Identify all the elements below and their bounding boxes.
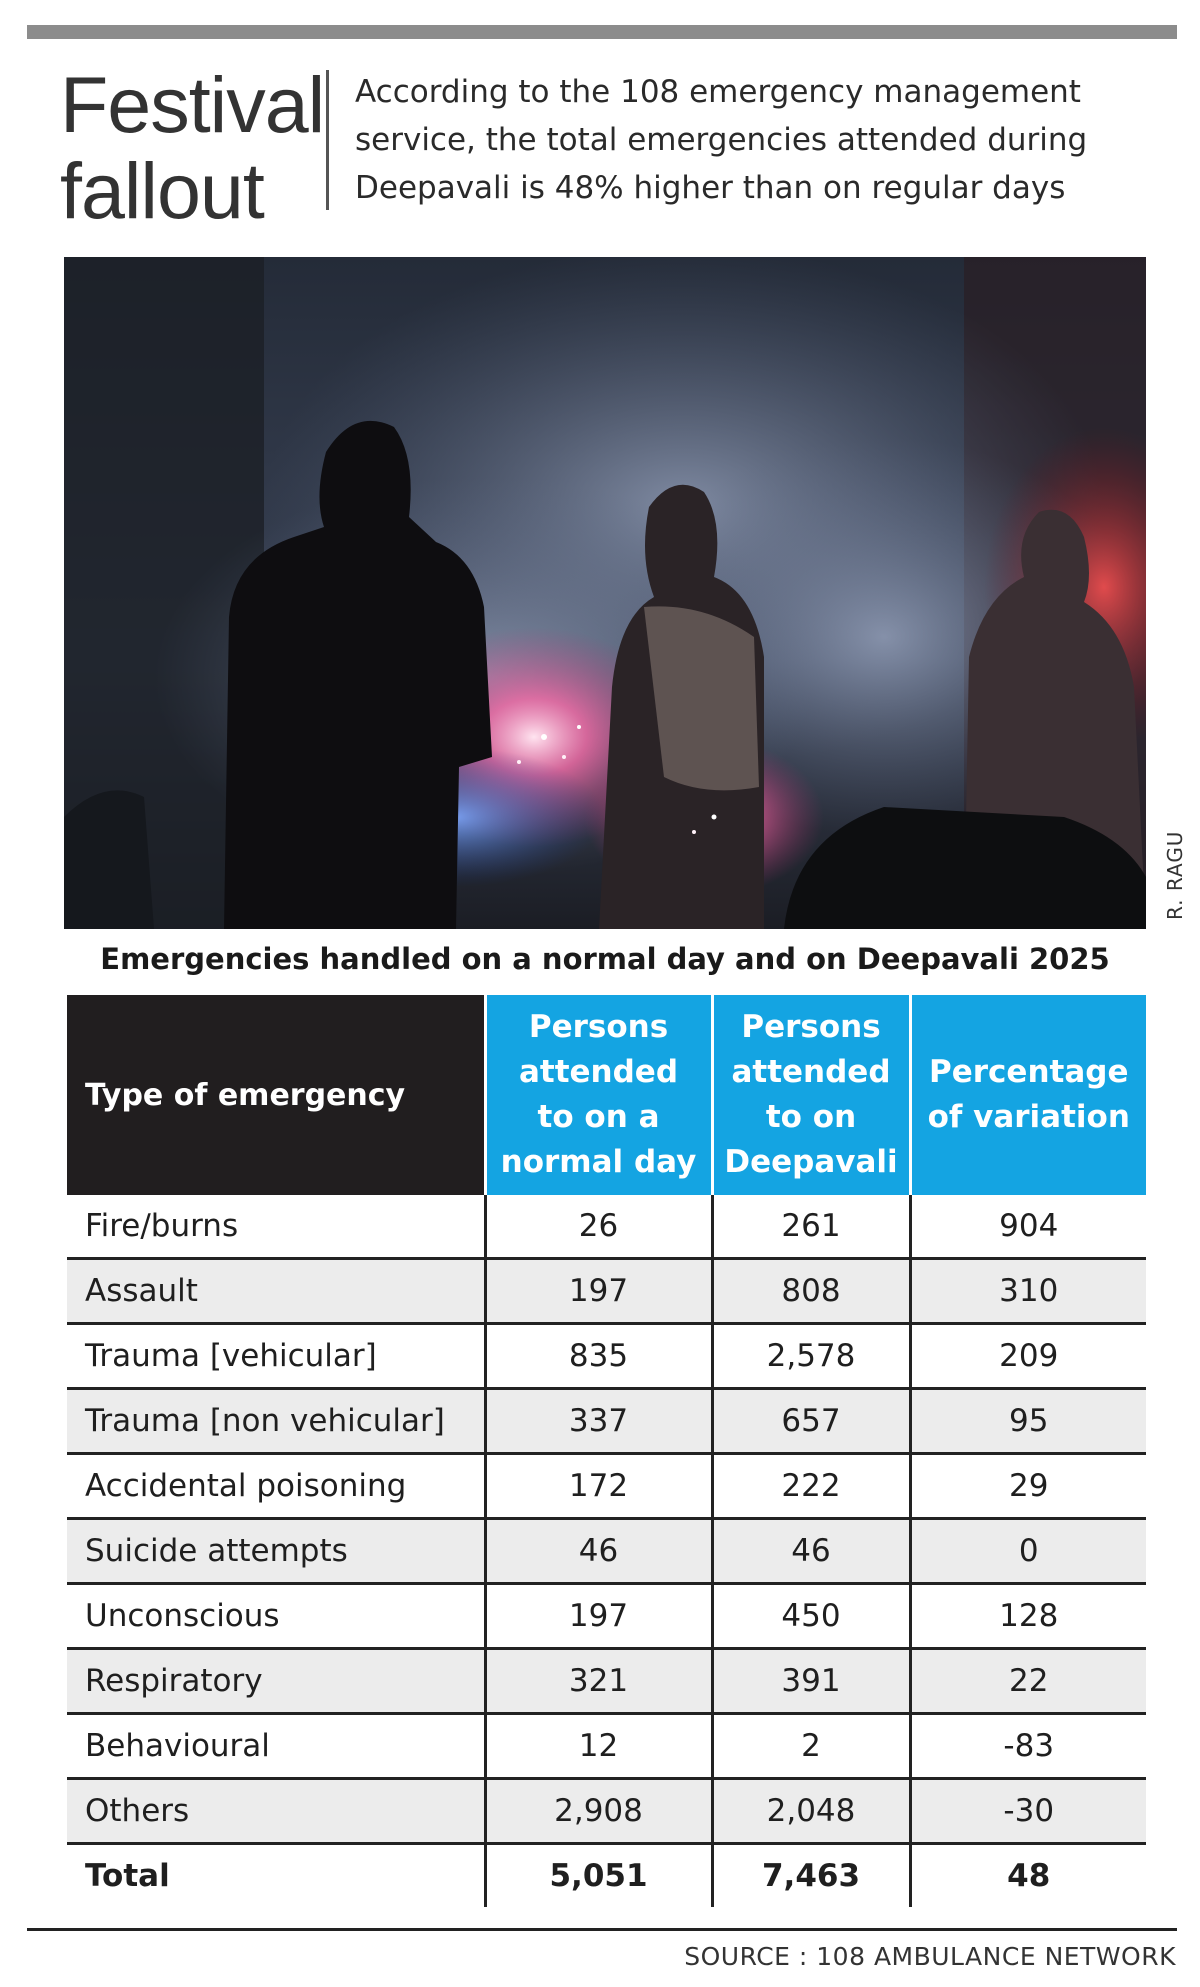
- cell-normal: 26: [485, 1195, 712, 1259]
- cell-deepavali: 2,048: [712, 1779, 910, 1844]
- cell-normal: 321: [485, 1649, 712, 1714]
- header-variation-line-2: of variation: [927, 1099, 1130, 1135]
- cell-deepavali: 391: [712, 1649, 910, 1714]
- cell-deepavali: 2,578: [712, 1324, 910, 1389]
- cell-type: Unconscious: [67, 1584, 485, 1649]
- header-variation-line-1: Percentage: [929, 1054, 1129, 1090]
- table-row: [67, 1649, 1146, 1714]
- header-deepavali: [712, 995, 910, 1195]
- table-header-row: [67, 995, 1146, 1195]
- cell-normal: 46: [485, 1519, 712, 1584]
- cell-normal: 12: [485, 1714, 712, 1779]
- cell-variation: 22: [910, 1649, 1146, 1714]
- cell-deepavali: 808: [712, 1259, 910, 1324]
- source-note: SOURCE : 108 AMBULANCE NETWORK: [684, 1942, 1176, 1971]
- cell-variation: 209: [910, 1324, 1146, 1389]
- header-normal-line-3: to on a: [537, 1099, 660, 1135]
- header-deepavali-line-1: Persons: [741, 1009, 881, 1045]
- table-row: [67, 1714, 1146, 1779]
- cell-type: Trauma [vehicular]: [67, 1324, 485, 1389]
- photo-credit: R. RAGU: [1163, 830, 1187, 920]
- cell-normal: 2,908: [485, 1779, 712, 1844]
- table-total-row: [67, 1844, 1146, 1908]
- headline-line-1: Festival: [60, 60, 325, 149]
- cell-variation: 0: [910, 1519, 1146, 1584]
- cell-deepavali: 450: [712, 1584, 910, 1649]
- intro-text: [355, 68, 1175, 212]
- headline-divider: [326, 70, 329, 210]
- header-deepavali-line-4: Deepavali: [724, 1144, 898, 1180]
- cell-deepavali: 2: [712, 1714, 910, 1779]
- cell-variation: 95: [910, 1389, 1146, 1454]
- header-normal-line-2: attended: [518, 1054, 679, 1090]
- header-normal-line-4: normal day: [500, 1144, 697, 1180]
- cell-deepavali: 657: [712, 1389, 910, 1454]
- emergencies-table: [67, 995, 1146, 1907]
- top-rule: [27, 25, 1177, 39]
- header-deepavali-line-3: to on: [765, 1099, 857, 1135]
- header-normal-line-1: Persons: [528, 1009, 669, 1045]
- table-row: [67, 1324, 1146, 1389]
- cell-type: Respiratory: [67, 1649, 485, 1714]
- cell-type: Assault: [67, 1259, 485, 1324]
- header-deepavali-line-2: attended: [731, 1054, 891, 1090]
- cell-type: Behavioural: [67, 1714, 485, 1779]
- table-title: Emergencies handled on a normal day and on Deepavali 2025: [100, 942, 1110, 976]
- total-label: Total: [67, 1844, 485, 1908]
- intro-line-2: service, the total emergencies attended during: [355, 122, 1088, 158]
- headline: [60, 60, 325, 235]
- cell-variation: -30: [910, 1779, 1146, 1844]
- intro-line-1: According to the 108 emergency management: [355, 74, 1081, 110]
- cell-type: Trauma [non vehicular]: [67, 1389, 485, 1454]
- table-row: [67, 1779, 1146, 1844]
- bottom-rule: [27, 1928, 1177, 1931]
- cell-variation: 128: [910, 1584, 1146, 1649]
- photo-firecrackers: [64, 257, 1146, 929]
- table-row: [67, 1454, 1146, 1519]
- cell-deepavali: 261: [712, 1195, 910, 1259]
- intro-line-3: Deepavali is 48% higher than on regular days: [355, 170, 1066, 206]
- cell-variation: 29: [910, 1454, 1146, 1519]
- cell-variation: 904: [910, 1195, 1146, 1259]
- table-row: [67, 1195, 1146, 1259]
- cell-variation: -83: [910, 1714, 1146, 1779]
- cell-deepavali: 46: [712, 1519, 910, 1584]
- table-row: [67, 1584, 1146, 1649]
- headline-line-2: fallout: [60, 146, 264, 235]
- cell-normal: 337: [485, 1389, 712, 1454]
- cell-normal: 197: [485, 1259, 712, 1324]
- cell-variation: 310: [910, 1259, 1146, 1324]
- cell-normal: 197: [485, 1584, 712, 1649]
- cell-type: Accidental poisoning: [67, 1454, 485, 1519]
- cell-type: Suicide attempts: [67, 1519, 485, 1584]
- cell-deepavali: 222: [712, 1454, 910, 1519]
- header-variation: [910, 995, 1146, 1195]
- header-normal-day: [485, 995, 712, 1195]
- cell-type: Others: [67, 1779, 485, 1844]
- cell-normal: 172: [485, 1454, 712, 1519]
- table-row: [67, 1259, 1146, 1324]
- table-row: [67, 1519, 1146, 1584]
- table-row: [67, 1389, 1146, 1454]
- total-variation: 48: [1007, 1858, 1051, 1894]
- header-type: Type of emergency: [67, 995, 485, 1195]
- total-deepavali: 7,463: [712, 1844, 910, 1908]
- cell-type: Fire/burns: [67, 1195, 485, 1259]
- cell-normal: 835: [485, 1324, 712, 1389]
- total-normal: 5,051: [485, 1844, 712, 1908]
